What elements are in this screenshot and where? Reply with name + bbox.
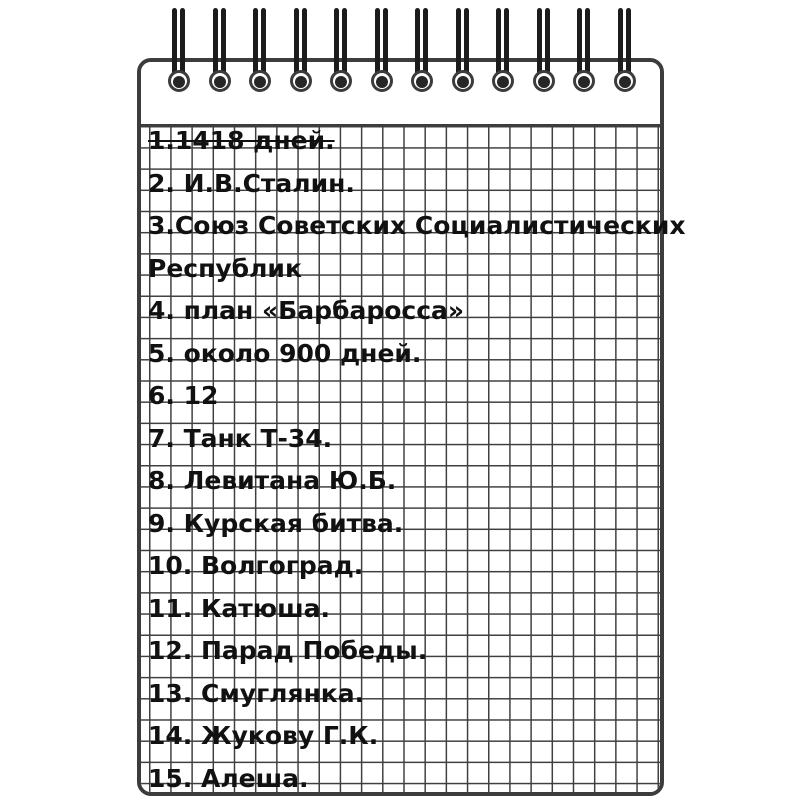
answer-item-10: 10. Волгоград. xyxy=(148,551,364,580)
answer-item-11: 11. Катюша. xyxy=(148,593,331,623)
spiral-ring-icon xyxy=(612,8,638,94)
answer-item-15: 15. Алеша. xyxy=(148,763,309,793)
spiral-ring-icon xyxy=(328,8,354,94)
answer-item-5: 5. около 900 дней. xyxy=(148,338,422,368)
answer-item-7: 7. Танк Т-34. xyxy=(148,423,333,453)
spiral-ring-icon xyxy=(409,8,435,94)
answer-item-13: 13. Смуглянка. xyxy=(148,678,365,708)
spiral-ring-icon xyxy=(166,8,192,94)
answer-item-12: 12. Парад Победы. xyxy=(148,636,428,665)
answer-item-1: 1.1418 дней. xyxy=(148,126,335,155)
spiral-ring-icon xyxy=(490,8,516,94)
spiral-ring-icon xyxy=(369,8,395,94)
answer-item-4: 4. план «Барбаросса» xyxy=(148,296,465,325)
spiral-ring-icon xyxy=(207,8,233,94)
answer-item-9: 9. Курская битва. xyxy=(148,508,404,538)
spiral-ring-icon xyxy=(571,8,597,94)
spiral-ring-icon xyxy=(531,8,557,94)
answer-item-2: 2. И.В.Сталин. xyxy=(148,168,355,198)
answer-item-3: 3.Союз Советских Социалистических Республик xyxy=(148,211,686,283)
answer-list xyxy=(148,120,748,800)
answer-item-6: 6. 12 xyxy=(148,381,219,410)
answer-item-8: 8. Левитана Ю.Б. xyxy=(148,466,397,495)
spiral-ring-icon xyxy=(450,8,476,94)
answer-item-14: 14. Жукову Г.К. xyxy=(148,721,379,750)
spiral-ring-icon xyxy=(288,8,314,94)
spiral-ring-icon xyxy=(247,8,273,94)
